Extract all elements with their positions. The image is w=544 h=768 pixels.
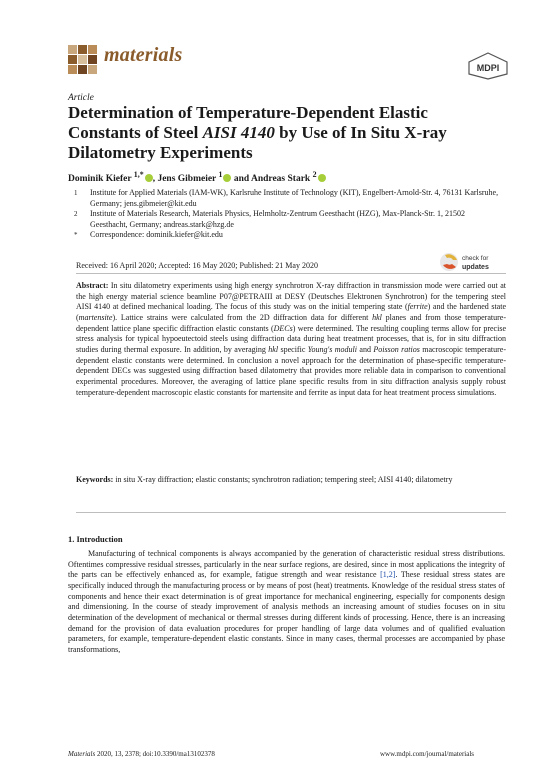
keywords-text: in situ X-ray diffraction; elastic constants; synchrotron radiation; tempering steel; AISI 4140; dilatometry: [113, 475, 453, 484]
affiliation-item: [74, 230, 504, 241]
abstract-text: specific: [278, 344, 308, 354]
affiliation-mark: *: [74, 231, 78, 240]
orcid-icon[interactable]: [145, 174, 153, 182]
article-type: Article: [68, 93, 94, 103]
abstract-term: hkl: [372, 312, 382, 322]
abstract-text: ). Lattice strains were calculated from the 2D diffraction data for different: [112, 312, 373, 322]
article-title: [68, 103, 498, 163]
section-heading: 1. Introduction: [68, 534, 123, 544]
keywords-label: Keywords:: [76, 475, 114, 484]
abstract-term: hkl: [268, 344, 279, 354]
abstract-text: planes and from those temperature-dependent lattice plane specific diffraction elastic constants (: [76, 312, 506, 333]
footer-citation: [68, 750, 215, 758]
author-name[interactable]: Andreas Stark: [250, 174, 313, 185]
abstract-term: ferrite: [407, 302, 428, 312]
author-name[interactable]: Jens Gibmeier: [157, 174, 219, 185]
abstract-text: ) were determined. The resulting coupling terms allow for precise stress analysis for typical hypoeutectoid steels using diffraction data during heat treatment processes, that is, for in situ diffraction studies during thermal exposure. In addition, by averaging: [76, 323, 506, 354]
author-affiliation-mark: 2: [312, 170, 317, 179]
journal-name: materials: [104, 44, 183, 66]
author-separator: and: [231, 174, 251, 185]
check-for-updates-badge[interactable]: [439, 251, 507, 273]
orcid-icon[interactable]: [318, 174, 326, 182]
correspondence-text: Correspondence: dominik.kiefer@kit.edu: [90, 230, 223, 240]
title-text-end: by Use of In Situ X-ray Dilatometry Experiments: [68, 123, 447, 162]
mdpi-logo-icon[interactable]: [468, 52, 508, 80]
affiliation-text: Institute for Applied Materials (IAM-WK), Karlsruhe Institute of Technology (KIT), Engelbert-Arnold-Str. 4, 76131 Karlsruhe, Germany; jens.gibmeier@kit.edu: [90, 188, 499, 208]
paragraph-text: Manufacturing of technical components is always accompanied by the generation of characteristic residual stress distributions. Oftentimes compressive residual stresses, particularly in the near surface regions, are desired, since in most applications the integrity of the parts can be effectively enhanced as, for example, fatigue strength and wear resistance: [68, 549, 505, 580]
abstract-text: macroscopic temperature-dependent elastic constants were determined. In conclusion a novel approach for the determination of phase-specific temperature-dependent DECs was suggested using diffraction based dilatometry that provides more reliable data in comparison to conventional experimental procedures. Moreover, the averaging of lattice plane specific results from in situ diffraction analysis supply robust temperature-dependent macroscopic elastic constants for martensite and ferrite as input data for heat treatment process simulations.: [76, 344, 507, 397]
affiliation-mark: 1: [74, 189, 78, 197]
abstract-label: Abstract:: [76, 281, 109, 290]
abstract: [76, 281, 506, 398]
divider: [76, 512, 506, 513]
author-list: [68, 170, 326, 184]
affiliation-item: [74, 188, 504, 209]
abstract-text: and: [357, 344, 374, 354]
abstract-term: Poisson ratios: [373, 344, 420, 354]
title-text: Determination of Temperature-Dependent Elastic Constants of Steel: [68, 103, 428, 142]
check-updates-line2: updates: [462, 264, 489, 271]
abstract-text: In situ dilatometry experiments using high energy synchrotron X-ray diffraction in transmission mode were carried out at the high energy material science beamline P07@PETRAIII at DESY (Deutsches Elektronen Synchrotron) for the tempering steel AISI 4140 at defined mechanical loading. The focus of this study was on the initial tempering state (: [76, 281, 506, 312]
abstract-term: Young's moduli: [307, 344, 357, 354]
mdpi-logo-text: MDPI: [476, 63, 500, 73]
author-affiliation-mark: 1,*: [133, 170, 144, 179]
title-steel-grade: AISI 4140: [202, 123, 275, 142]
journal-logo-icon: [68, 45, 98, 75]
abstract-term: DECs: [273, 323, 293, 333]
author-name[interactable]: Dominik Kiefer: [68, 174, 134, 185]
abstract-term: martensite: [78, 312, 113, 322]
affiliation-item: [74, 209, 504, 230]
divider: [76, 273, 506, 274]
affiliation-mark: 2: [74, 210, 78, 219]
affiliations: [74, 188, 504, 241]
paragraph-text: . These residual stress states are specifically induced through the manufacturing process or by means of post (heat) treatments. Knowledge of the residual stress states of components and hence their exact determination is of great importance for mechanical engineering, especially for components design and dimensioning. In the course of steady improvement of analysis methods an increasing amount of studies focuses on in situ determination of the development of mechanical or thermal stresses during different kinds of processing. Hence, there is an increasing demand for the provision of data evaluation procedures for proper handling of large data volumes and of qualified evaluation parameters, for example, temperature-dependent elastic constants. Since in many cases, thermal processes are accompanied by phase transformations,: [68, 570, 505, 654]
footer-journal: Materials: [68, 750, 96, 758]
author-separator: ,: [152, 174, 158, 185]
footer-citation-text: 2020, 13, 2378; doi:10.3390/ma13102378: [95, 750, 215, 758]
affiliation-text: Institute of Materials Research, Materials Physics, Helmholtz-Zentrum Geesthacht (HZG), Max-Planck-Str. 1, 21502 Geesthacht, Germany; andreas.stark@hzg.de: [90, 209, 466, 229]
abstract-text: ) and the hardened state (: [76, 302, 506, 322]
footer-url[interactable]: www.mdpi.com/journal/materials: [379, 750, 474, 758]
check-updates-line1: check for: [462, 255, 489, 262]
publication-dates: Received: 16 April 2020; Accepted: 16 May 2020; Published: 21 May 2020: [76, 261, 318, 270]
introduction-paragraph: [68, 549, 505, 656]
author-affiliation-mark: 1: [218, 170, 223, 179]
citation-link[interactable]: [1,2]: [380, 570, 396, 580]
keywords: [76, 475, 506, 486]
